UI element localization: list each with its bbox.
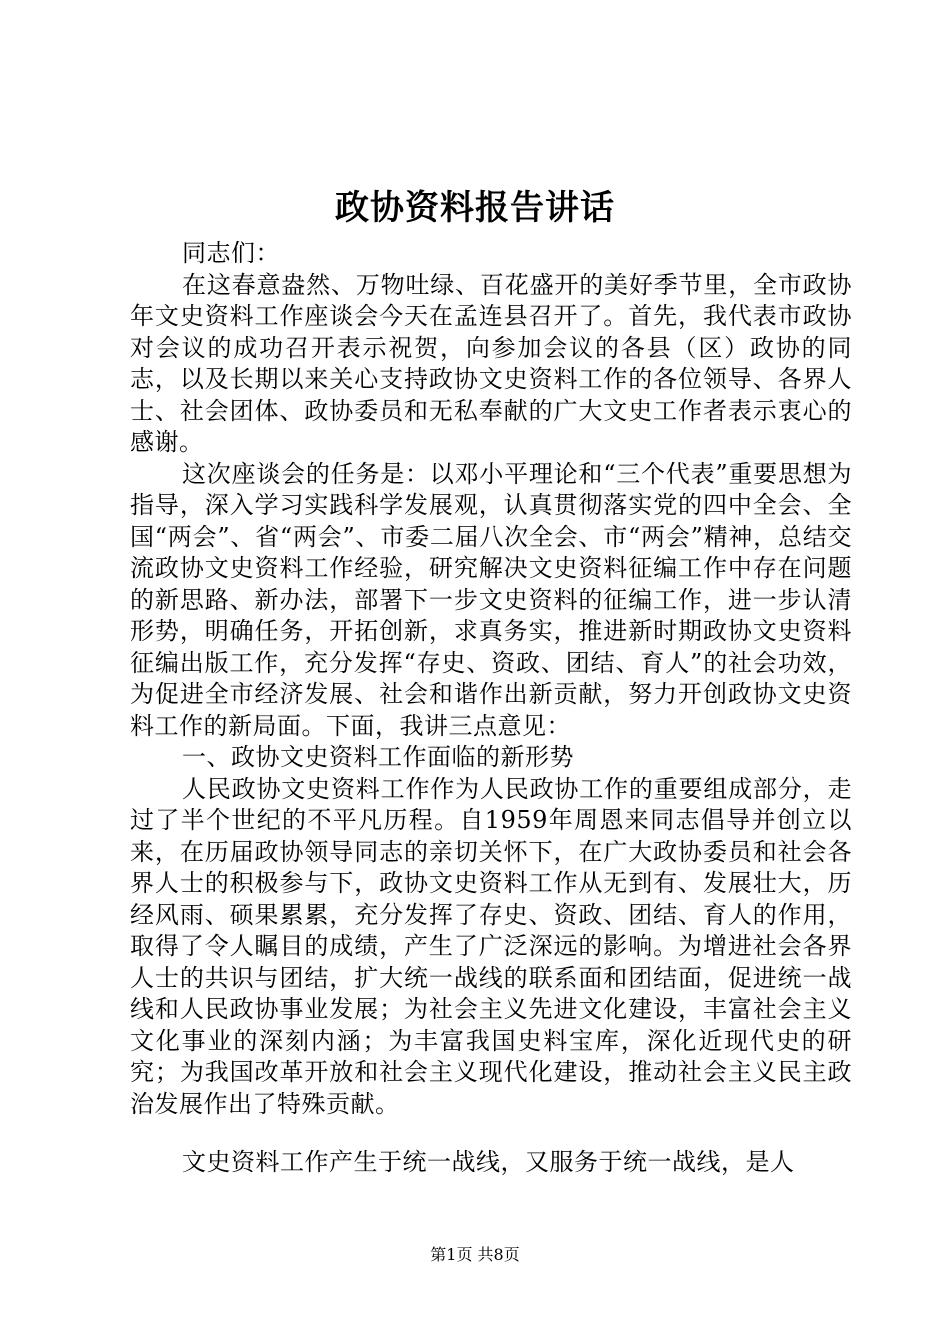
paragraph-united-front: 文史资料工作产生于统一战线，又服务于统一战线，是人 xyxy=(182,1148,795,1176)
document-title: 政协资料报告讲话 xyxy=(335,188,615,228)
paragraph-meeting-tasks: 这次座谈会的任务是：以邓小平理论和“三个代表”重要思想为指导，深入学习实践科学发展观，认真贯彻落实党的四中全会、全国“两会”、省“两会”、市委二届八次全会、市“两会”精神，总结交流政协文史资料工作经验，研究解决文史资料征编工作中存在问题的新思路、新办法，部署下一步文史资料的征编工作，进一步认清形势，明确任务，开拓创新，求真务实，推进新时期政协文史资料征编出版工作，充分发挥“存史、资政、团结、育人”的社会功效，为促进全市经济发展、社会和谐作出新贡献，努力开创政协文史资料工作的新局面。下面，我讲三点意见： xyxy=(130,459,852,740)
document-body xyxy=(130,238,852,1179)
page-footer: 第1页 共8页 xyxy=(430,1245,520,1264)
section-heading-1: 一、政协文史资料工作面临的新形势 xyxy=(182,743,574,771)
paragraph-opening: 在这春意盎然、万物吐绿、百花盛开的美好季节里，全市政协年文史资料工作座谈会今天在孟连县召开了。首先，我代表市政协对会议的成功召开表示祝贺，向参加会议的各县（区）政协的同志，以及长期以来关心支持政协文史资料工作的各位领导、各界人士、社会团体、政协委员和无私奉献的广大文史工作者表示衷心的感谢。 xyxy=(130,270,852,456)
paragraph-history: 人民政协文史资料工作作为人民政协工作的重要组成部分，走过了半个世纪的不平凡历程。自1959年周恩来同志倡导并创立以来，在历届政协领导同志的亲切关怀下，在广大政协委员和社会各界人士的积极参与下，政协文史资料工作从无到有、发展壮大，历经风雨、硕果累累，充分发挥了存史、资政、团结、育人的作用，取得了令人瞩目的成绩，产生了广泛深远的影响。为增进社会各界人士的共识与团结，扩大统一战线的联系面和团结面，促进统一战线和人民政协事业发展；为社会主义先进文化建设，丰富社会主义文化事业的深刻内涵；为丰富我国史料宝库，深化近现代史的研究；为我国改革开放和社会主义现代化建设，推动社会主义民主政治发展作出了特殊贡献。 xyxy=(130,774,852,1118)
salutation: 同志们： xyxy=(182,239,280,267)
